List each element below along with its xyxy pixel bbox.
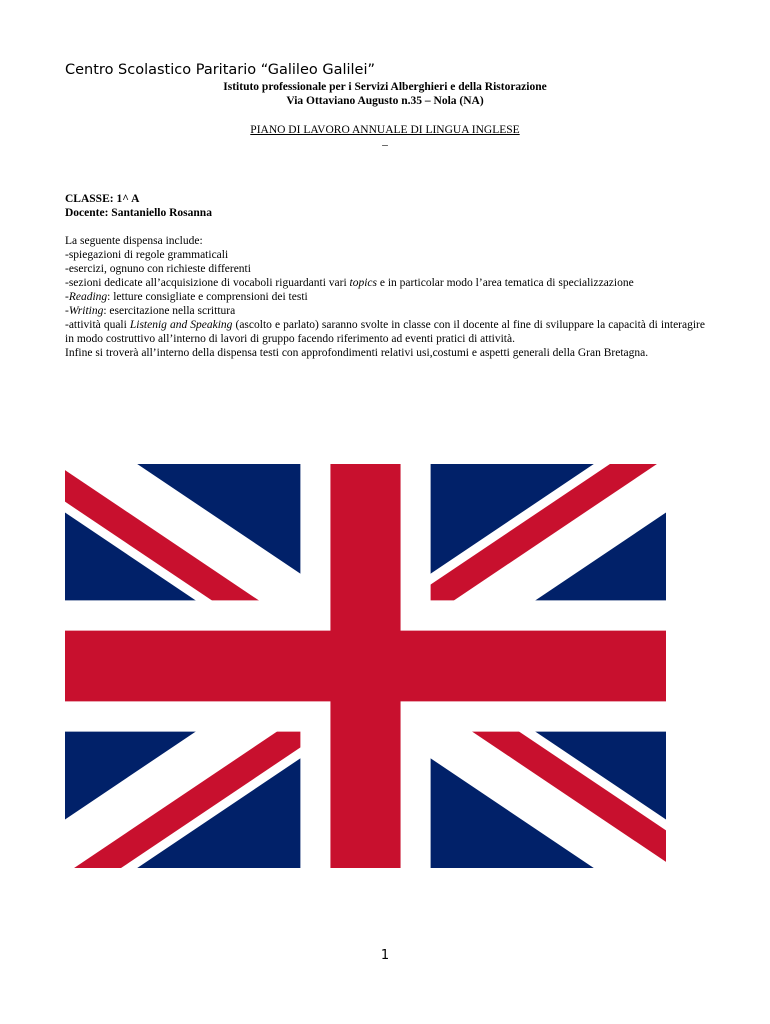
plan-title: PIANO DI LAVORO ANNUALE DI LINGUA INGLESE xyxy=(250,124,520,136)
page-number: 1 xyxy=(380,948,390,963)
writing-text: : esercitazione nella scrittura xyxy=(103,305,236,317)
list-item-vocabulary xyxy=(65,276,705,290)
list-item-exercises: -esercizi, ognuno con richieste differenti xyxy=(65,263,251,275)
union-jack-flag-icon xyxy=(65,464,666,868)
list-item-reading xyxy=(65,290,705,304)
list-item-grammar: -spiegazioni di regole grammaticali xyxy=(65,249,229,261)
closing-paragraph: Infine si troverà all’interno della dispensa testi con approfondimenti relativi usi,costumi e aspetti generali della Gran Bretagna. xyxy=(65,347,649,359)
plan-dash: – xyxy=(382,139,388,151)
school-address: Via Ottaviano Augusto n.35 – Nola (NA) xyxy=(286,95,484,107)
topics-emphasis: topics xyxy=(349,277,377,289)
class-label: CLASSE: 1^ A xyxy=(65,193,140,205)
list-item-writing xyxy=(65,304,705,318)
vocabulary-text-a: -sezioni dedicate all’acquisizione di vocaboli riguardanti vari xyxy=(65,277,350,289)
teacher-label: Docente: Santaniello Rosanna xyxy=(65,207,212,219)
intro-line: La seguente dispensa include: xyxy=(65,235,203,247)
reading-text: : letture consigliate e comprensioni dei testi xyxy=(107,291,308,303)
listening-speaking-emphasis: Listenig and Speaking xyxy=(129,319,233,331)
activities-text-a: -attività quali xyxy=(65,319,130,331)
vocabulary-text-b: e in particolar modo l’area tematica di specializzazione xyxy=(377,277,634,289)
institute-name: Istituto professionale per i Servizi Alberghieri e della Ristorazione xyxy=(223,81,547,93)
content-section xyxy=(65,234,705,360)
list-item-listening-speaking xyxy=(65,318,705,346)
writing-emphasis: -Writing xyxy=(65,305,104,317)
school-name: Centro Scolastico Paritario “Galileo Galilei” xyxy=(65,62,376,78)
reading-emphasis: -Reading xyxy=(65,291,108,303)
activities-text-b: (ascolto e parlato) saranno svolte in classe con il docente al fine di sviluppare la capacità di interagire in modo costruttivo all’interno di lavori di gruppo facendo riferimento ad eventi pratici di attività. xyxy=(65,319,705,345)
